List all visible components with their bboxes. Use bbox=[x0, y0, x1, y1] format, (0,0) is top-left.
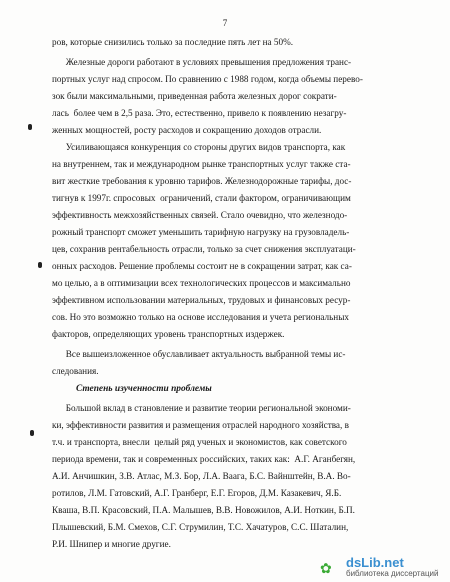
dslib-leaf-icon: ✿ bbox=[320, 560, 332, 576]
text-line: Железные дороги работают в условиях превышения предложения транс- bbox=[52, 57, 352, 67]
text-line: Все вышеизложенное обуславливает актуальность выбранной темы ис- bbox=[52, 349, 346, 359]
text-line: на внутреннем, так и международном рынке транспортных услуг также ста- bbox=[52, 159, 351, 169]
text-line: Плышевский, Б.М. Смехов, С.Г. Струмилин, Т.С. Хачатуров, С.С. Шаталин, bbox=[52, 522, 349, 532]
text-line: ротилов, Л.М. Гатовский, А.Г. Гранберг, Е.Г. Егоров, Д.М. Казакевич, Я.Б. bbox=[52, 488, 342, 498]
text-line: онных расходов. Решение проблемы состоит не в сокращении затрат, как са- bbox=[52, 261, 352, 271]
text-line: Р.И. Шнипер и многие другие. bbox=[52, 539, 171, 549]
scan-speck bbox=[30, 430, 34, 436]
text-line: эффективность межхозяйственных связей. Стало очевидно, что железнодо- bbox=[52, 210, 348, 220]
text-line: А.И. Анчишкин, З.В. Атлас, М.З. Бор, Л.А. Ваага, Б.С. Вайнштейн, В.А. Во- bbox=[52, 471, 351, 481]
text-line: тигнув к 1997г. спросовых ограничений, стали фактором, ограничивающим bbox=[52, 193, 351, 203]
text-line: зок были максимальными, приведенная работа железных дорог сократи- bbox=[52, 91, 337, 101]
text-line: ки, эффективности развития и размещения отраслей народного хозяйства, в bbox=[52, 420, 349, 430]
text-line: рожный транспорт сможет уменьшить тарифную нагрузку на грузовладель- bbox=[52, 227, 350, 237]
text-line: женных мощностей, росту расходов и сокращению доходов отрасли. bbox=[52, 125, 322, 135]
text-line: эффективном использовании материальных, трудовых и финансовых ресур- bbox=[52, 295, 351, 305]
text-line: вит жесткие требования к уровню тарифов. Железнодорожные тарифы, дос- bbox=[52, 176, 352, 186]
text-line: портных услуг над спросом. По сравнению с 1988 годом, когда объемы перево- bbox=[52, 74, 363, 84]
page-number: 7 bbox=[222, 18, 228, 28]
text-line: Усиливающаяся конкуренция со стороны других видов транспорта, как bbox=[52, 142, 346, 152]
text-line: цев, сохранив рентабельность отрасли, только за счет снижения эксплуатаци- bbox=[52, 244, 356, 254]
watermark-brand: dsLib.net bbox=[346, 555, 404, 570]
text-line: ров, которые снизились только за последние пять лет на 50%. bbox=[52, 37, 294, 47]
text-line: Большой вклад в становление и развитие теории региональной экономи- bbox=[52, 403, 351, 413]
watermark-subtitle: библиотека диссертаций bbox=[346, 569, 439, 578]
text-line: сов. Но это возможно только на основе исследования и учета региональных bbox=[52, 312, 349, 322]
text-line: лась более чем в 2,5 раза. Это, естественно, привело к появлению незагру- bbox=[52, 108, 347, 118]
scan-speck bbox=[38, 262, 42, 268]
section-heading: Степень изученности проблемы bbox=[76, 384, 212, 394]
text-line: Кваша, В.П. Красовский, П.А. Малышев, В.В. Новожилов, А.И. Ноткин, Б.П. bbox=[52, 505, 355, 515]
text-line: т.ч. и транспорта, внесли целый ряд ученых и экономистов, как советского bbox=[52, 437, 347, 447]
text-line: периода времени, так и современных российских, таких как: А.Г. Аганбегян, bbox=[52, 454, 356, 464]
watermark-logo[interactable] bbox=[310, 554, 450, 582]
text-line: следования. bbox=[52, 366, 99, 376]
text-line: факторов, определяющих уровень транспортных издержек. bbox=[52, 329, 285, 339]
scan-speck bbox=[28, 124, 32, 130]
text-line: мо целью, а в оптимизации всех технологических процессов и максимально bbox=[52, 278, 351, 288]
